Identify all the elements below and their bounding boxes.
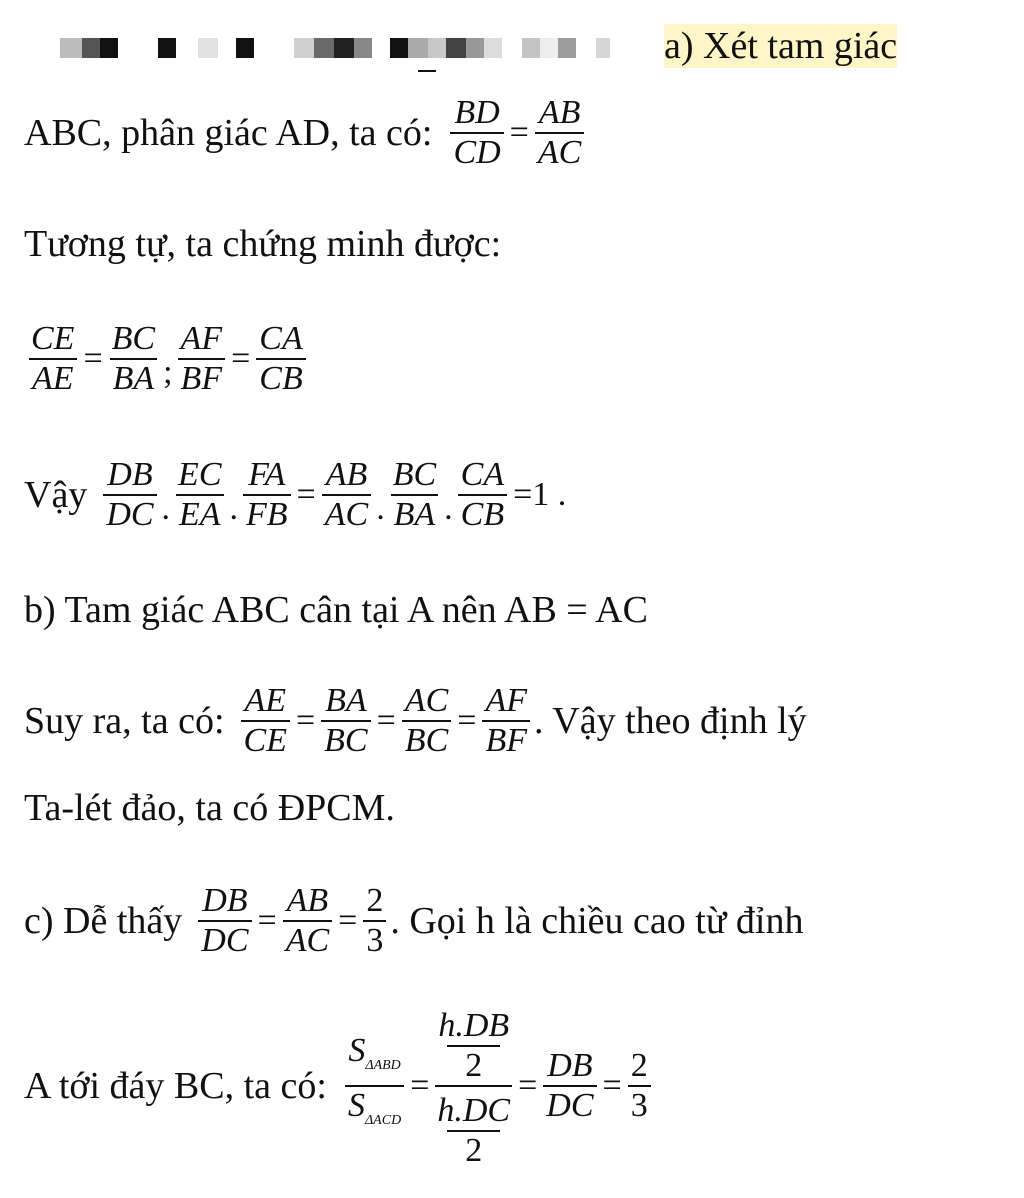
part-a-line-2-text: Tương tự, ta chứng minh được:	[24, 223, 502, 265]
vay-text: Vậy	[24, 474, 88, 516]
part-a-line-1: ABC, phân giác AD, ta có: $\frac{BD}{CD}$ = $\frac{AB}{AC}$	[24, 88, 588, 178]
fraction-fa-fb: $\frac{FA}{FB}$	[243, 456, 291, 534]
intro-a-text: a) Xét tam giác	[664, 25, 898, 67]
part-c-intro-text: c) Dễ thấy	[24, 900, 183, 942]
fraction-ab-ac: $\frac{AB}{AC}$	[535, 94, 584, 172]
fraction-bd-cd: $\frac{BD}{CD}$	[450, 94, 503, 172]
fraction-db-dc: $\frac{DB}{DC}$	[103, 456, 156, 534]
suy-ra-text: Suy ra, ta có:	[24, 700, 225, 742]
fraction-ae-ce: $\frac{AE}{CE}$	[241, 682, 290, 760]
part-c-after-text: . Gọi h là chiều cao từ đỉnh	[390, 900, 804, 942]
part-b-line-1-text: b) Tam giác ABC cân tại A nên AB = AC	[24, 589, 648, 631]
part-b-line-2: Suy ra, ta có: $\frac{AE}{CE}$ = $\frac{BA}{BC}$ = $\frac{AC}{BC}$ = $\frac{AF}{BF}$ . Vậy theo định lý	[24, 682, 807, 759]
fraction-2-3-final: $\frac{2}{3}$	[628, 1047, 651, 1125]
fraction-ec-ea: $\frac{EC}{EA}$	[175, 456, 224, 534]
part-a-line-2	[24, 222, 501, 266]
redact-underline	[418, 70, 436, 72]
part-c-line-2-text: A tới đáy BC, ta có:	[24, 1065, 327, 1107]
fraction-ca-cb: $\frac{CA}{CB}$	[256, 320, 305, 398]
fraction-db-dc-3: $\frac{DB}{DC}$	[543, 1047, 596, 1125]
fraction-hdc-2: $\frac{h.DC}{2}$	[437, 1092, 511, 1169]
fraction-hdb-2: $\frac{h.DB}{2}$	[438, 1007, 510, 1084]
part-c-line-2: A tới đáy BC, ta có: $\frac{S_{\Delta ABD}}{S_{\Delta ACD}}$ = $\frac{\frac{h.DB}{2}}{\frac{h.DC}{2}}$ = $\frac{DB}{DC}$ = $\frac{2}{3}$	[24, 994, 655, 1178]
fraction-ca-cb-2: $\frac{CA}{CB}$	[458, 456, 507, 534]
fraction-ab-ac-2: $\frac{AB}{AC}$	[322, 456, 371, 534]
part-b-line-1	[24, 588, 648, 632]
part-c-line-1: c) Dễ thấy $\frac{DB}{DC}$ = $\frac{AB}{AC}$ = $\frac{2}{3}$ . Gọi h là chiều cao từ đỉnh	[24, 882, 804, 959]
fraction-db-dc-2: $\frac{DB}{DC}$	[198, 882, 251, 960]
fraction-ab-ac-3: $\frac{AB}{AC}$	[283, 882, 332, 960]
part-a-product: Vậy $\frac{DB}{DC}$ . $\frac{EC}{EA}$ . $\frac{FA}{FB}$ = $\frac{AB}{AC}$ . $\frac{BC}{BA}$ . $\frac{CA}{CB}$ =1 .	[24, 456, 567, 533]
part-b-line-3-text: Ta-lét đảo, ta có ĐPCM.	[24, 787, 395, 829]
fraction-2-3: $\frac{2}{3}$	[363, 882, 386, 960]
fraction-af-bf: $\frac{AF}{BF}$	[178, 320, 226, 398]
part-b-after-text: . Vậy theo định lý	[533, 700, 807, 742]
part-a-fractions: $\frac{CE}{AE}$ = $\frac{BC}{BA}$ ; $\frac{AF}{BF}$ = $\frac{CA}{CB}$	[24, 314, 310, 404]
intro-line	[664, 24, 897, 68]
fraction-ce-ae: $\frac{CE}{AE}$	[28, 320, 77, 398]
fraction-bc-ba-2: $\frac{BC}{BA}$	[390, 456, 439, 534]
part-b-line-3	[24, 786, 395, 830]
fraction-bc-ba: $\frac{BC}{BA}$	[109, 320, 158, 398]
fraction-ba-bc: $\frac{BA}{BC}$	[321, 682, 370, 760]
fraction-compound	[435, 1002, 512, 1170]
part-a-line-1-text: ABC, phân giác AD, ta có:	[24, 112, 433, 154]
result-text: =1 .	[513, 476, 567, 513]
redacted-header	[60, 38, 610, 58]
fraction-area-ratio: $\frac{S_{\Delta ABD}}{S_{\Delta ACD}}$	[345, 1032, 404, 1140]
fraction-ac-bc: $\frac{AC}{BC}$	[402, 682, 451, 760]
fraction-af-bf-2: $\frac{AF}{BF}$	[482, 682, 530, 760]
